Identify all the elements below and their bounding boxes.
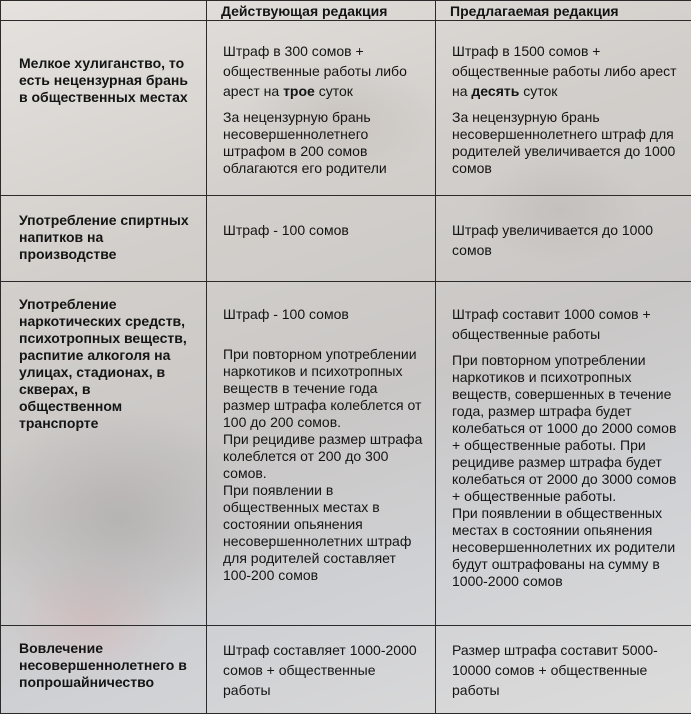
header-empty-cell — [1, 1, 207, 21]
proposed-edition-cell — [436, 196, 691, 282]
current-minor-intoxication-text: При появлении в общественных местах в состоянии опьянения несовершеннолетних штраф для родителей составляет 100-200 сомов — [223, 482, 412, 583]
offense-cell: Употребление спиртных напитков на производстве — [1, 196, 207, 282]
header-current-edition: Действующая редакция — [207, 1, 436, 21]
proposed-minor-penalty-text: За нецензурную брань несовершеннолетнего штраф для родителей увеличивается до 1000 сомов — [452, 109, 676, 176]
proposed-penalty-text: Штраф составит 1000 сомов + общественные работы — [452, 306, 651, 342]
table-row — [1, 282, 691, 626]
current-penalty-text: Штраф в 300 сомов + общественные работы либо арест на трое суток — [223, 43, 407, 99]
current-edition-cell — [207, 21, 436, 196]
proposed-penalty-text: Штраф увеличивается до 1000 сомов — [452, 222, 654, 258]
proposed-minor-intoxication-text: При появлении в общественных местах в состоянии опьянения несовершеннолетних их родители будут оштрафованы на сумму в 1000-2000 сомов — [452, 505, 676, 589]
proposed-penalty-text: Штраф в 1500 сомов + общественные работы либо арест на десять суток — [452, 43, 677, 99]
current-edition-cell — [207, 282, 436, 626]
current-recidivism-text: При рецидиве размер штрафа колеблется от 200 до 300 сомов. — [223, 431, 423, 481]
proposed-repeat-offense-text: При повторном употреблении наркотиков и психотропных веществ, совершенных в течение года, размер штрафа будет колебаться от 1000 до 2000 сомов + общественные работы. При рецидиве размер штрафа будет колебаться от 2000 до 3000 сомов + общественные работы. — [452, 352, 677, 504]
table-row — [1, 196, 691, 282]
current-minor-penalty-text: За нецензурную брань несовершеннолетнего штрафом в 200 сомов облагаются его родители — [223, 109, 387, 176]
header-proposed-edition: Предлагаемая редакция — [436, 1, 691, 21]
proposed-edition-cell — [436, 21, 691, 196]
table-header-row — [1, 1, 691, 21]
offense-cell: Мелкое хулиганство, то есть нецензурная брань в общественных местах — [1, 21, 207, 196]
current-penalty-text: Штраф - 100 сомов — [223, 306, 349, 322]
table-row — [1, 626, 691, 714]
offense-cell: Употребление наркотических средств, психотропных веществ, распитие алкоголя на улицах, стадионах, в скверах, в общественном транспорте — [1, 282, 207, 626]
proposed-edition-cell — [436, 626, 691, 714]
current-penalty-text: Штраф - 100 сомов — [223, 222, 349, 238]
offense-cell: Вовлечение несовершеннолетнего в попрошайничество — [1, 626, 207, 714]
table-row — [1, 21, 691, 196]
current-edition-cell — [207, 626, 436, 714]
current-penalty-text: Штраф составляет 1000-2000 сомов + общественные работы — [223, 642, 417, 698]
proposed-edition-cell — [436, 282, 691, 626]
current-edition-cell — [207, 196, 436, 282]
current-repeat-offense-text: При повторном употреблении наркотиков и психотропных веществ в течение года размер штрафа колеблется от 100 до 200 сомов. — [223, 346, 422, 430]
proposed-penalty-text: Размер штрафа составит 5000-10000 сомов + общественные работы — [452, 642, 658, 698]
